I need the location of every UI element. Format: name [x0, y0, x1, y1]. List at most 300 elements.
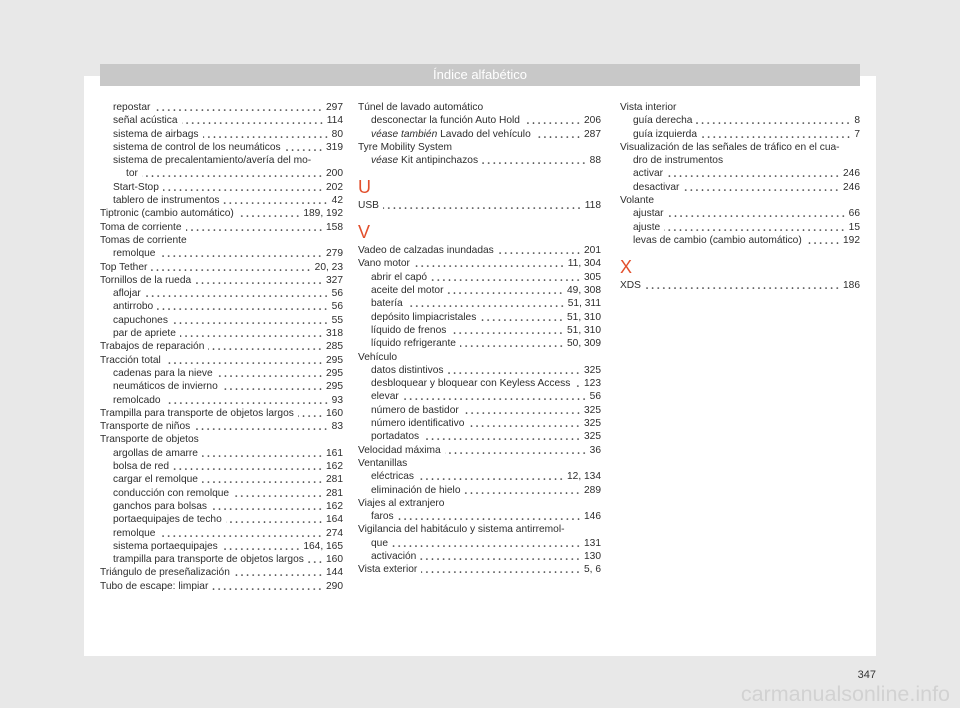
entry-label [358, 351, 397, 364]
index-subentry [620, 114, 860, 127]
entry-label [113, 367, 213, 380]
entry-text: guía derecha [633, 115, 693, 127]
dot-leader [645, 279, 840, 292]
index-subentry [100, 247, 343, 260]
dot-leader [407, 297, 565, 310]
entry-text: Toma de corriente [100, 221, 182, 233]
entry-label [113, 141, 281, 154]
dot-leader [403, 390, 587, 403]
entry-label [113, 314, 168, 327]
dot-leader [298, 407, 323, 420]
index-subentry [358, 284, 601, 297]
entry-text: antirrobo [113, 301, 154, 313]
watermark: carmanualsonline.info [740, 682, 950, 706]
dot-leader [683, 181, 840, 194]
page-reference: 8 [854, 115, 860, 127]
dot-leader [212, 580, 323, 593]
index-entry [358, 563, 601, 576]
page-reference: 146 [584, 511, 601, 523]
page-reference: 56 [589, 391, 601, 403]
index-entry [358, 101, 601, 114]
entry-text: activar [633, 168, 664, 180]
dot-leader [157, 300, 328, 313]
dot-leader [172, 314, 329, 327]
page-reference: 36 [589, 444, 601, 456]
entry-label [358, 523, 565, 536]
dot-leader [234, 566, 323, 579]
entry-text: Viajes al extranjero [358, 497, 445, 509]
entry-label [371, 337, 456, 350]
entry-label [113, 500, 207, 513]
entry-label [126, 167, 138, 180]
page-reference: 11, 304 [567, 258, 601, 270]
dot-leader [447, 364, 581, 377]
entry-label [100, 420, 190, 433]
index-subentry [358, 470, 601, 483]
entry-label [100, 433, 199, 446]
page-reference: 118 [584, 200, 601, 212]
page-reference: 164, 165 [303, 540, 343, 552]
page-reference: 83 [331, 421, 343, 433]
entry-text: Tracción total [100, 354, 161, 366]
dot-leader [460, 337, 564, 350]
entry-label [113, 513, 222, 526]
index-subentry [358, 417, 601, 430]
page-reference: 158 [326, 221, 343, 233]
entry-text: Vista interior [620, 102, 677, 113]
entry-text: capuchones [113, 314, 168, 326]
entry-label [100, 340, 204, 353]
index-entry [100, 261, 343, 274]
page-reference: 130 [584, 550, 601, 562]
index-subentry [100, 487, 343, 500]
page-reference: 200 [326, 168, 343, 180]
index-entry [620, 279, 860, 292]
index-subentry [358, 311, 601, 324]
index-entry [100, 420, 343, 433]
entry-label [113, 553, 304, 566]
page-reference: 144 [326, 567, 343, 579]
index-subentry [358, 114, 601, 127]
entry-text: faros [371, 511, 394, 523]
entry-label [113, 380, 218, 393]
dot-leader [208, 340, 323, 353]
index-entry [100, 234, 343, 247]
entry-text: levas de cambio (cambio automático) [633, 234, 802, 246]
dot-leader [233, 487, 323, 500]
entry-text: señal acústica [113, 115, 178, 127]
dot-leader [398, 510, 581, 523]
index-subentry [100, 154, 343, 167]
entry-text: Vehículo [358, 351, 398, 363]
dot-leader [222, 380, 323, 393]
entry-label [358, 141, 452, 154]
dot-leader [186, 221, 323, 234]
entry-label [371, 417, 464, 430]
entry-text: Tiptronic (cambio automático) [100, 208, 234, 220]
page-reference: 114 [326, 115, 343, 127]
index-entry [100, 274, 343, 287]
dot-leader [154, 101, 323, 114]
entry-text: que [371, 537, 388, 549]
index-subentry [100, 101, 343, 114]
index-entry [358, 497, 601, 510]
page-reference: 325 [584, 431, 601, 443]
index-subentry [358, 390, 601, 403]
entry-text: desbloquear y bloquear con Keyless Access [371, 378, 571, 390]
entry-label [358, 199, 379, 212]
page-reference: 80 [331, 128, 343, 140]
page-reference: 319 [326, 141, 343, 153]
page-reference: 131 [584, 537, 601, 549]
dot-leader [524, 114, 581, 127]
entry-label [100, 207, 234, 220]
entry-text: aflojar [113, 288, 141, 300]
entry-label [358, 244, 494, 257]
entry-label [100, 580, 208, 593]
entry-label [100, 354, 161, 367]
index-subentry [100, 513, 343, 526]
index-subentry [100, 114, 343, 127]
index-subentry [100, 314, 343, 327]
entry-label [633, 207, 664, 220]
entry-label [358, 444, 441, 457]
entry-text: tor [126, 168, 138, 180]
entry-label [100, 566, 230, 579]
page-reference: 51, 310 [567, 311, 601, 323]
entry-text: número identificativo [371, 418, 465, 430]
index-letter-heading: X [620, 257, 633, 278]
entry-label [633, 167, 663, 180]
index-subentry [358, 324, 601, 337]
page-reference: 51, 310 [567, 324, 601, 336]
entry-text: Ventanillas [358, 457, 408, 469]
index-subentry [358, 128, 601, 141]
dot-leader [195, 274, 323, 287]
dot-leader [182, 114, 324, 127]
entry-text: repostar [113, 102, 151, 113]
entry-label [113, 447, 198, 460]
index-subentry [100, 447, 343, 460]
page-reference: 295 [326, 367, 343, 379]
index-subentry [100, 327, 343, 340]
index-subentry [100, 553, 343, 566]
dot-leader [285, 141, 323, 154]
index-subentry [620, 167, 860, 180]
dot-leader [194, 420, 328, 433]
entry-label [113, 194, 219, 207]
entry-label [371, 510, 394, 523]
page-reference: 50, 309 [567, 338, 601, 350]
entry-label [113, 101, 150, 114]
entry-text: depósito limpiacristales [371, 311, 477, 323]
dot-leader [226, 513, 323, 526]
dot-leader [173, 460, 323, 473]
index-entry [358, 457, 601, 470]
entry-text: líquido refrigerante [371, 338, 456, 350]
index-subentry [358, 154, 601, 167]
dot-leader [420, 550, 581, 563]
page-reference: 189, 192 [303, 208, 343, 220]
entry-text: portaequipajes de techo [113, 514, 222, 526]
index-subentry [620, 234, 860, 247]
entry-label [113, 394, 161, 407]
entry-label [100, 221, 182, 234]
index-entry [358, 199, 601, 212]
entry-text: Top Tether [100, 261, 148, 273]
page-reference: 327 [326, 274, 343, 286]
entry-label [113, 327, 176, 340]
index-subentry [358, 377, 601, 390]
entry-text: ajustar [633, 208, 664, 220]
entry-text: número de bastidor [371, 404, 459, 416]
entry-label [358, 257, 410, 270]
entry-label [371, 537, 388, 550]
entry-label [358, 563, 417, 576]
page-reference: 305 [584, 271, 601, 283]
page-reference: 160 [326, 407, 343, 419]
index-entry [358, 351, 601, 364]
entry-text: eléctricas [371, 471, 415, 483]
index-subentry [100, 394, 343, 407]
entry-text: sistema de airbags [113, 128, 199, 140]
dot-leader [806, 234, 840, 247]
entry-label [371, 311, 476, 324]
entry-text: Trabajos de reparación [100, 341, 205, 353]
entry-text: USB [358, 200, 379, 212]
entry-text: Start-Stop [113, 181, 159, 193]
dot-leader [202, 447, 323, 460]
entry-text: datos distintivos [371, 364, 444, 376]
page-reference: 93 [331, 394, 343, 406]
dot-leader [498, 244, 581, 257]
entry-text: desconectar la función Auto Hold [371, 115, 520, 127]
entry-label [371, 154, 478, 167]
entry-label [371, 324, 446, 337]
entry-label [371, 550, 416, 563]
entry-label [113, 460, 169, 473]
entry-label [371, 114, 520, 127]
dot-leader [165, 394, 329, 407]
dot-leader [574, 377, 581, 390]
dot-leader [145, 287, 329, 300]
index-subentry [620, 221, 860, 234]
entry-text: Tubo de escape: limpiar [100, 580, 209, 592]
index-subentry [358, 510, 601, 523]
page-reference: 20, 23 [314, 261, 343, 273]
entry-label [358, 457, 407, 470]
dot-leader [159, 527, 323, 540]
index-subentry [100, 460, 343, 473]
page-reference: 246 [843, 168, 860, 180]
entry-text: Tomas de corriente [100, 234, 187, 246]
index-letter-heading: V [358, 222, 371, 243]
page-reference: 162 [326, 461, 343, 473]
entry-label [113, 473, 198, 486]
page-number: 347 [857, 669, 876, 681]
entry-label [371, 364, 443, 377]
entry-text: remolcado [113, 394, 161, 406]
entry-text: remolque [113, 527, 156, 539]
page-reference: 192 [843, 234, 860, 246]
entry-text: Visualización de las señales de tráfico en el cua- [620, 141, 840, 153]
index-subentry [358, 297, 601, 310]
dot-leader [202, 473, 323, 486]
index-subentry [100, 540, 343, 553]
entry-text: Transporte de objetos [100, 434, 199, 446]
entry-text: XDS [620, 279, 641, 291]
entry-text: desactivar [633, 181, 680, 193]
page-reference: 42 [331, 195, 343, 207]
dot-leader [664, 221, 845, 234]
entry-text: guía izquierda [633, 128, 698, 140]
page-reference: 88 [589, 155, 601, 167]
entry-label [100, 274, 191, 287]
entry-label [358, 497, 444, 510]
entry-text: cargar el remolque [113, 474, 198, 486]
page-reference: 279 [326, 248, 343, 260]
dot-leader [217, 367, 323, 380]
index-subentry [358, 364, 601, 377]
index-subentry [358, 404, 601, 417]
page-reference: 246 [843, 181, 860, 193]
index-entry [620, 194, 860, 207]
dot-leader [668, 207, 846, 220]
dot-leader [482, 154, 587, 167]
page-reference: 318 [326, 328, 343, 340]
page-reference: 49, 308 [567, 285, 601, 297]
index-entry [358, 523, 601, 536]
page-reference: 290 [326, 580, 343, 592]
entry-text: abrir el capó [371, 271, 428, 283]
dot-leader [418, 470, 564, 483]
index-subentry [100, 367, 343, 380]
entry-label [633, 128, 697, 141]
entry-label [620, 141, 840, 154]
entry-text: sistema de precalentamiento/avería del mo- [113, 155, 312, 167]
entry-label [633, 234, 802, 247]
index-subentry [358, 484, 601, 497]
index-subentry [620, 207, 860, 220]
entry-label [113, 114, 178, 127]
page-reference: 160 [326, 554, 343, 566]
entry-text: batería [371, 298, 403, 310]
section-title: Índice alfabético [433, 67, 527, 82]
entry-text: líquido de frenos [371, 324, 447, 336]
page-reference: 285 [326, 341, 343, 353]
index-column-right [620, 101, 860, 292]
entry-label [113, 300, 153, 313]
page-reference: 186 [843, 279, 860, 291]
entry-label [100, 234, 187, 247]
index-entry [100, 207, 343, 220]
entry-text: ganchos para bolsas [113, 500, 208, 512]
page-reference: 56 [331, 301, 343, 313]
index-subentry [100, 500, 343, 513]
page-reference: 162 [326, 500, 343, 512]
dot-leader [535, 128, 581, 141]
index-subentry [358, 337, 601, 350]
page-reference: 287 [584, 128, 601, 140]
entry-label [113, 181, 159, 194]
dot-leader [308, 553, 323, 566]
page-reference: 325 [584, 404, 601, 416]
page-reference: 206 [584, 115, 601, 127]
cross-reference-prefix: véase [371, 155, 399, 167]
index-entry [620, 141, 860, 154]
entry-text: Kit antipinchazos [401, 155, 479, 167]
entry-text: eliminación de hielo [371, 484, 461, 496]
entry-text: ajuste [633, 221, 661, 233]
dot-leader [142, 167, 323, 180]
index-entry [620, 154, 860, 167]
page-reference: 201 [584, 245, 601, 257]
entry-label [100, 407, 294, 420]
index-entry [358, 444, 601, 457]
entry-text: dro de instrumentos [633, 155, 724, 167]
entry-label [633, 114, 692, 127]
index-subentry [100, 473, 343, 486]
index-subentry [358, 430, 601, 443]
entry-text: bolsa de red [113, 461, 170, 473]
page-reference: 325 [584, 364, 601, 376]
dot-leader [423, 430, 581, 443]
entry-text: Túnel de lavado automático [358, 102, 484, 113]
page-reference: 295 [326, 381, 343, 393]
entry-label [633, 181, 679, 194]
dot-leader [431, 271, 581, 284]
index-entry [620, 101, 860, 114]
index-column-left [100, 101, 343, 593]
entry-label [371, 297, 403, 310]
index-entry [100, 407, 343, 420]
dot-leader [383, 199, 582, 212]
entry-label [113, 128, 199, 141]
page-reference: 55 [331, 314, 343, 326]
index-entry [358, 244, 601, 257]
page-reference: 295 [326, 354, 343, 366]
entry-text: Transporte de niños [100, 421, 191, 433]
index-subentry [358, 550, 601, 563]
entry-label [371, 284, 443, 297]
dot-leader [450, 324, 564, 337]
entry-text: Tyre Mobility System [358, 141, 452, 153]
page-reference: 281 [326, 487, 343, 499]
entry-text: aceite del motor [371, 285, 444, 297]
entry-label [633, 154, 723, 167]
dot-leader [468, 417, 581, 430]
index-column-middle [358, 101, 601, 577]
dot-leader [667, 167, 840, 180]
page-reference: 51, 311 [567, 298, 601, 310]
page-reference: 274 [326, 527, 343, 539]
index-subentry [100, 527, 343, 540]
entry-label [113, 527, 155, 540]
page-reference: 5, 6 [584, 564, 601, 576]
index-entry [100, 566, 343, 579]
entry-label [371, 430, 419, 443]
entry-text: Velocidad máxima [358, 444, 441, 456]
entry-label [113, 287, 141, 300]
entry-text: tablero de instrumentos [113, 195, 220, 207]
entry-label [358, 101, 483, 114]
dot-leader [223, 194, 328, 207]
page-reference: 12, 134 [567, 471, 601, 483]
page-reference: 66 [848, 208, 860, 220]
index-entry [100, 221, 343, 234]
entry-text: Lavado del vehículo [440, 128, 531, 140]
dot-leader [180, 327, 323, 340]
